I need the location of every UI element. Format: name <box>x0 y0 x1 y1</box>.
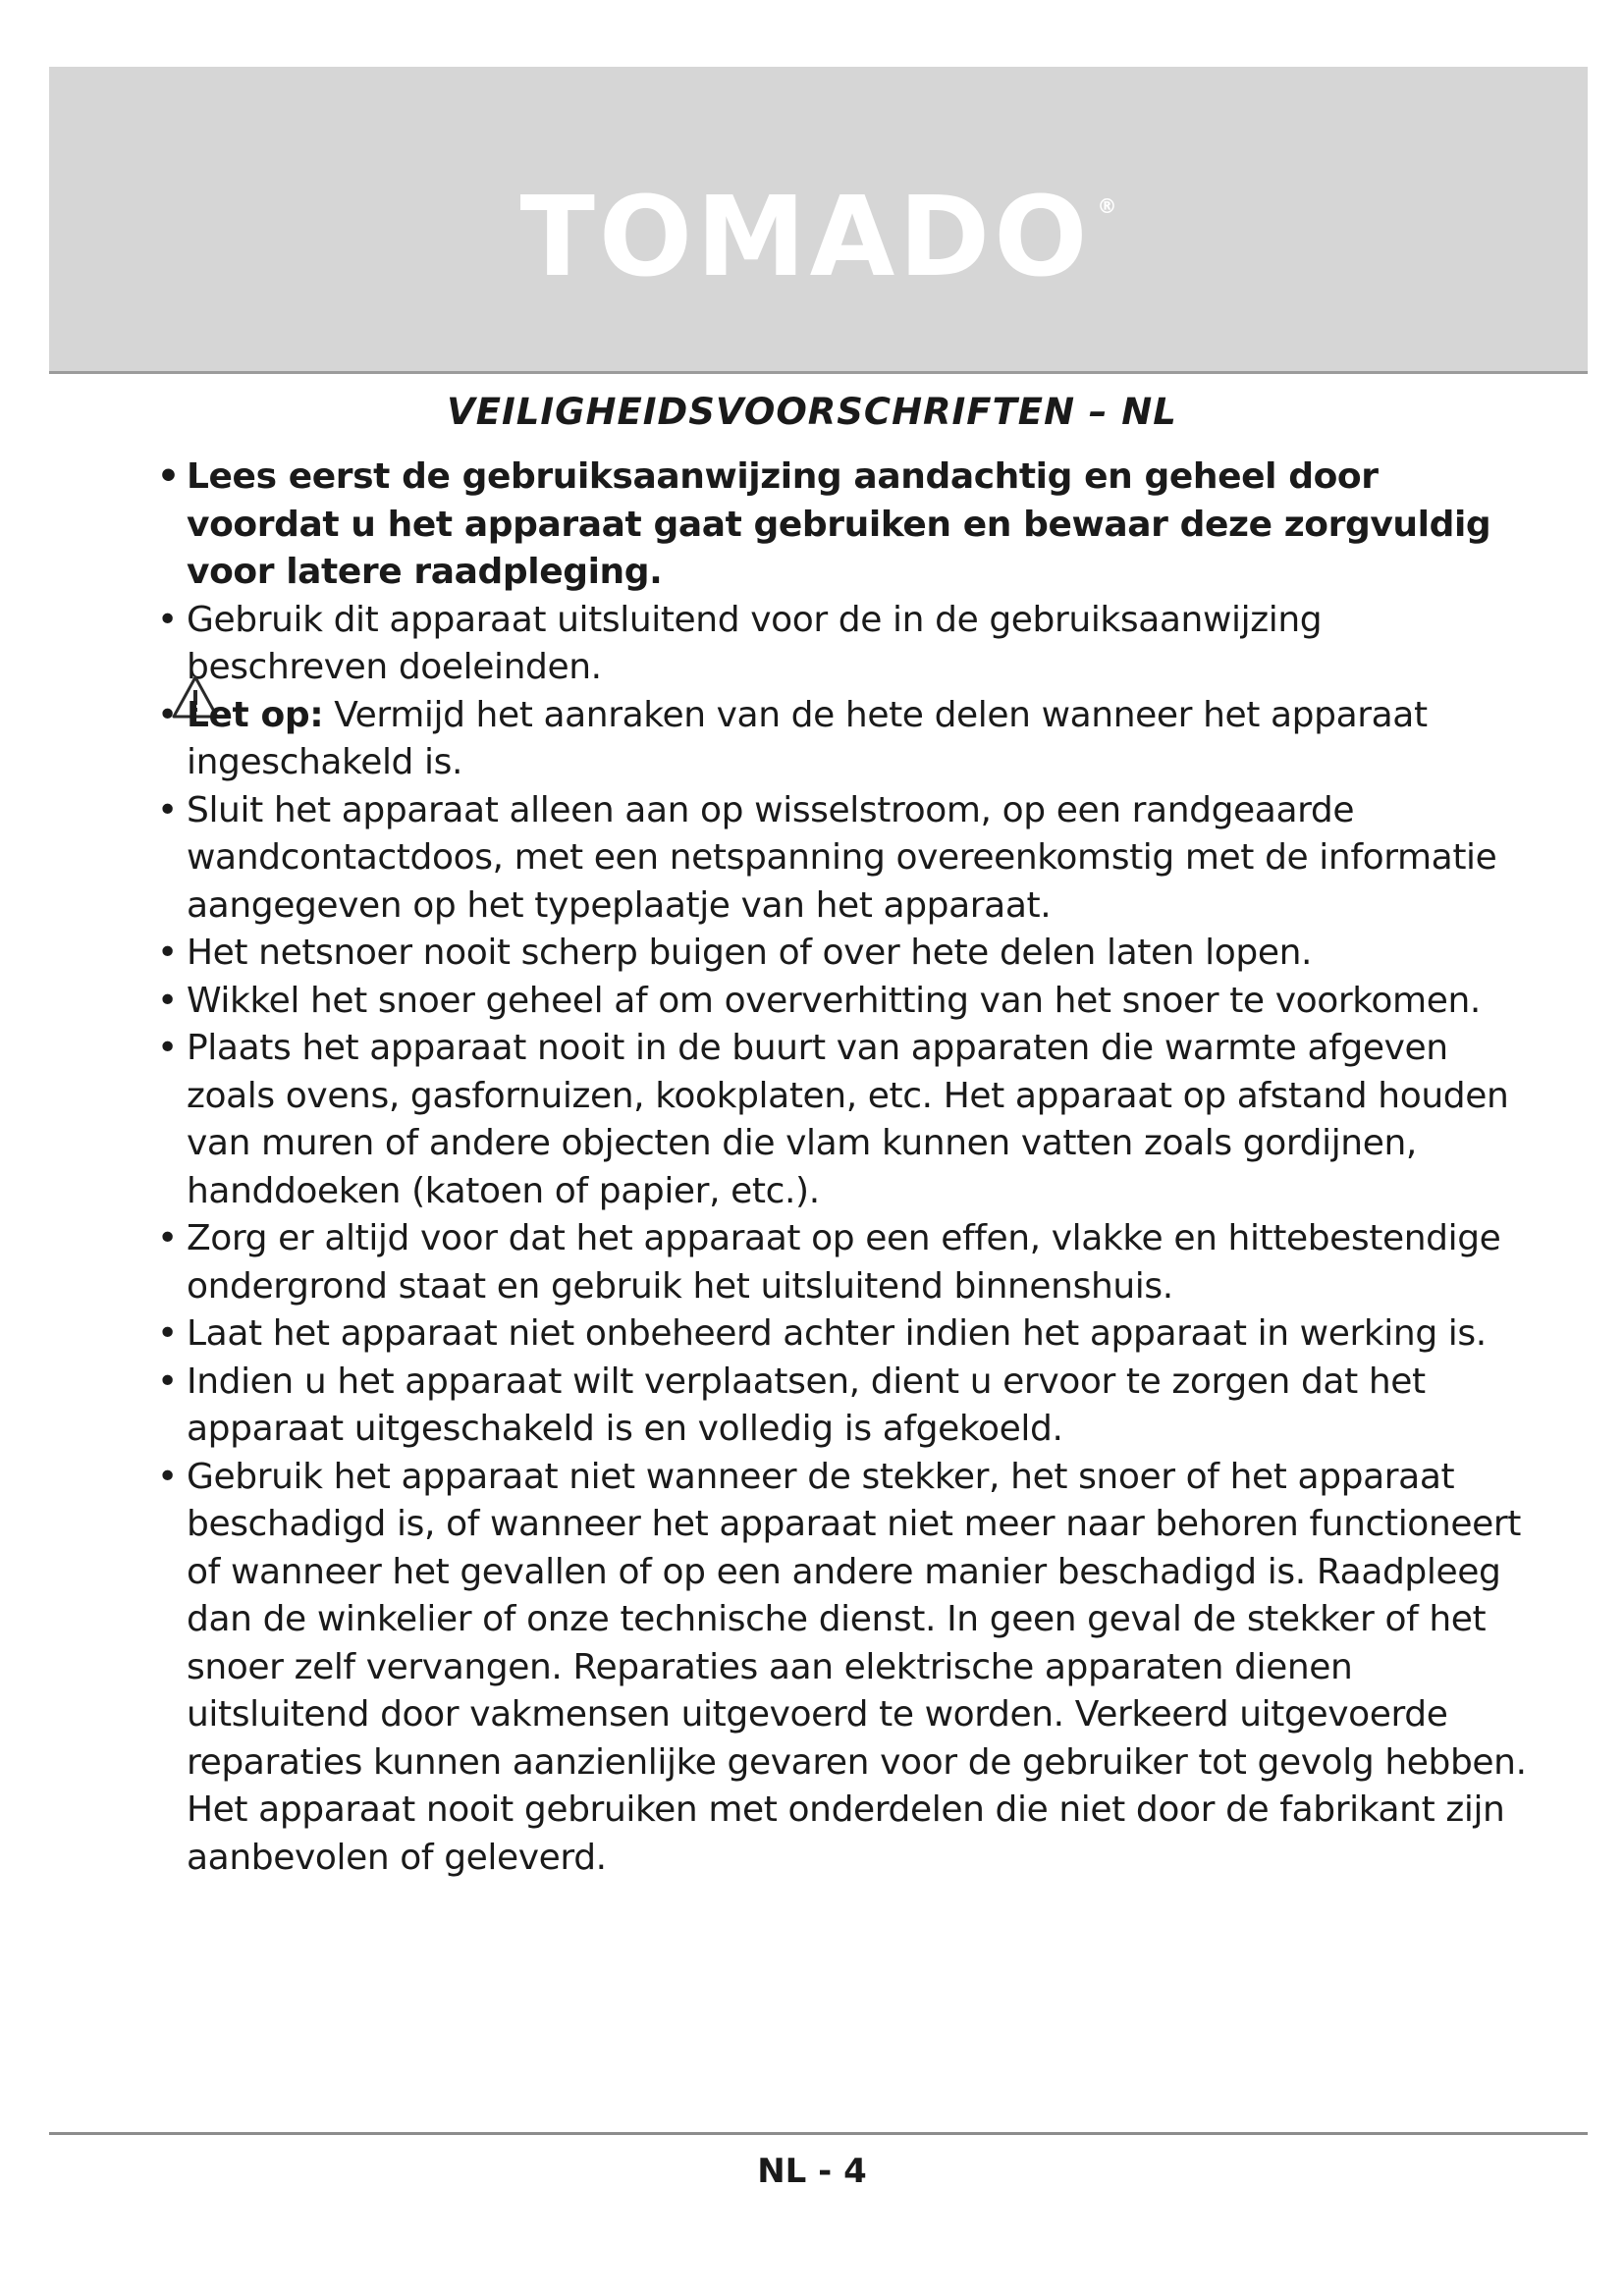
brand-logo <box>49 174 1588 301</box>
list-item <box>157 454 1532 597</box>
list-item <box>157 787 1532 931</box>
list-item <box>157 1454 1532 1883</box>
list-item-text: Het netsnoer nooit scherp buigen of over hete delen laten lopen. <box>187 933 1313 973</box>
safety-list <box>157 454 1532 1882</box>
list-item-text: Indien u het apparaat wilt verplaatsen, dient u ervoor te zorgen dat het apparaat uitgeschakeld is en volledig is afgekoeld. <box>187 1361 1426 1449</box>
list-item <box>157 978 1532 1026</box>
list-item-text: Lees eerst de gebruiksaanwijzing aandachtig en geheel door voordat u het apparaat gaat gebruiken en bewaar deze zorgvuldig voor latere raadpleging. <box>187 456 1491 592</box>
list-item-warning <box>157 692 1532 787</box>
registered-mark: ® <box>1097 194 1117 218</box>
list-item <box>157 597 1532 692</box>
list-item <box>157 930 1532 978</box>
list-item <box>157 1310 1532 1359</box>
list-item-text: Vermijd het aanraken van de hete delen wanneer het apparaat ingeschakeld is. <box>187 694 1428 782</box>
header-banner <box>49 67 1588 374</box>
list-item-text: Wikkel het snoer geheel af om oververhitting van het snoer te voorkomen. <box>187 980 1481 1021</box>
warning-lead: Let op: <box>187 694 324 735</box>
list-item-text: Gebruik dit apparaat uitsluitend voor de in de gebruiksaanwijzing beschreven doeleinden. <box>187 599 1323 687</box>
list-item-text: Plaats het apparaat nooit in de buurt van apparaten die warmte afgeven zoals ovens, gasfornuizen, kookplaten, etc. Het apparaat op afstand houden van muren of andere objecten die vlam kunnen vatten zoals gordijnen, handdoeken (katoen of papier, etc.). <box>187 1028 1509 1211</box>
page-title: VEILIGHEIDSVOORSCHRIFTEN – NL <box>447 391 1177 433</box>
list-item-text: Gebruik het apparaat niet wanneer de stekker, het snoer of het apparaat beschadigd is, of wanneer het apparaat niet meer naar behoren functioneert of wanneer het gevallen of op een andere manier beschadigd is. Raadpleeg dan de winkelier of onze technische dienst. In geen geval de stekker of het snoer zelf vervangen. Reparaties aan elektrische apparaten dienen uitsluitend door vakmensen uitgevoerd te worden. Verkeerd uitgevoerde reparaties kunnen aanzienlijke gevaren voor de gebruiker tot gevolg hebben. Het apparaat nooit gebruiken met onderdelen die niet door de fabrikant zijn aanbevolen of geleverd. <box>187 1456 1527 1878</box>
list-item <box>157 1025 1532 1215</box>
list-item <box>157 1215 1532 1310</box>
footer-divider <box>49 2132 1588 2135</box>
page-number: NL - 4 <box>757 2152 867 2191</box>
list-item-text: Zorg er altijd voor dat het apparaat op een effen, vlakke en hittebestendige ondergrond staat en gebruik het uitsluitend binnenshuis. <box>187 1218 1501 1307</box>
brand-name: TOMADO <box>519 174 1092 301</box>
list-item-text: Sluit het apparaat alleen aan op wisselstroom, op een randgeaarde wandcontactdoos, met een netspanning overeenkomstig met de informatie aangegeven op het typeplaatje van het apparaat. <box>187 789 1497 926</box>
list-item-text: Laat het apparaat niet onbeheerd achter indien het apparaat in werking is. <box>187 1313 1487 1354</box>
list-item <box>157 1359 1532 1454</box>
